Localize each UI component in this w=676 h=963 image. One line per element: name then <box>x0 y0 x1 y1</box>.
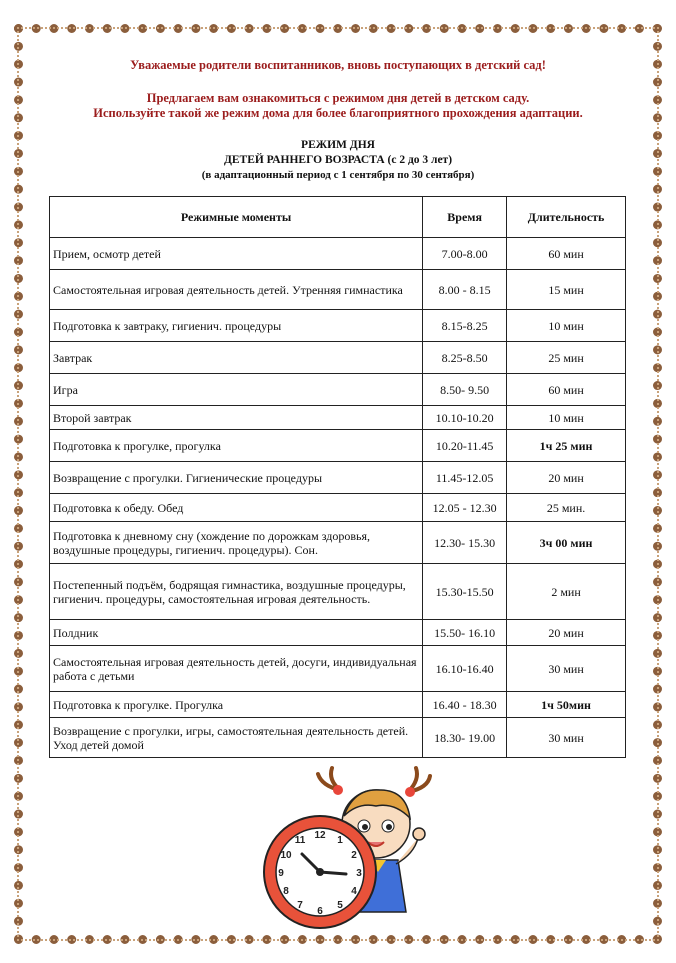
svg-text:5: 5 <box>337 900 343 911</box>
time-cell: 15.30-15.50 <box>423 564 507 620</box>
table-row <box>50 462 626 494</box>
header-intro: Предлагаем вам ознакомиться с режимом дня детей в детском саду. <box>146 91 530 105</box>
table-row <box>50 620 626 646</box>
duration-cell: 60 мин <box>507 238 626 270</box>
schedule-subtitle: ДЕТЕЙ РАННЕГО ВОЗРАСТА (с 2 до 3 лет) <box>223 154 453 166</box>
duration-cell: 60 мин <box>507 374 626 406</box>
column-header-time: Время <box>423 197 507 238</box>
activity-cell: Самостоятельная игровая деятельность детей. Утренняя гимнастика <box>50 270 423 310</box>
time-cell: 8.25-8.50 <box>423 342 507 374</box>
time-cell: 12.30- 15.30 <box>423 522 507 564</box>
table-row <box>50 342 626 374</box>
table-row <box>50 522 626 564</box>
table-row <box>50 374 626 406</box>
column-header-duration: Длительность <box>507 197 626 238</box>
svg-text:8: 8 <box>283 886 289 897</box>
svg-text:10: 10 <box>280 850 292 861</box>
table-row <box>50 494 626 522</box>
time-cell: 12.05 - 12.30 <box>423 494 507 522</box>
duration-cell: 20 мин <box>507 462 626 494</box>
activity-cell: Подготовка к дневному сну (хождение по дорожкам здоровья, воздушные процедуры, гигиенич. процедуры). Сон. <box>50 522 423 564</box>
activity-cell: Возвращение с прогулки. Гигиенические процедуры <box>50 462 423 494</box>
activity-cell: Постепенный подъём, бодрящая гимнастика, воздушные процедуры, гигиенич. процедуры, самостоятельная игровая деятельность. <box>50 564 423 620</box>
svg-text:2: 2 <box>351 850 357 861</box>
table-row <box>50 406 626 430</box>
activity-cell: Подготовка к завтраку, гигиенич. процедуры <box>50 310 423 342</box>
time-cell: 16.10-16.40 <box>423 646 507 692</box>
schedule-table <box>49 196 626 758</box>
activity-cell: Полдник <box>50 620 423 646</box>
svg-text:9: 9 <box>278 868 284 879</box>
time-cell: 18.30- 19.00 <box>423 718 507 758</box>
time-cell: 8.00 - 8.15 <box>423 270 507 310</box>
table-row <box>50 564 626 620</box>
schedule-period: (в адаптационный период с 1 сентября по 30 сентября) <box>201 169 475 181</box>
duration-cell: 3ч 00 мин <box>507 522 626 564</box>
time-cell: 8.15-8.25 <box>423 310 507 342</box>
header-advice: Используйте такой же режим дома для более благоприятного прохождения адаптации. <box>93 106 583 120</box>
activity-cell: Подготовка к прогулке, прогулка <box>50 430 423 462</box>
time-cell: 8.50- 9.50 <box>423 374 507 406</box>
table-row <box>50 692 626 718</box>
table-row <box>50 310 626 342</box>
activity-cell: Второй завтрак <box>50 406 423 430</box>
time-cell: 11.45-12.05 <box>423 462 507 494</box>
duration-cell: 10 мин <box>507 406 626 430</box>
svg-text:11: 11 <box>294 835 306 846</box>
activity-cell: Завтрак <box>50 342 423 374</box>
table-row <box>50 718 626 758</box>
duration-cell: 30 мин <box>507 646 626 692</box>
duration-cell: 1ч 25 мин <box>507 430 626 462</box>
table-row <box>50 430 626 462</box>
activity-cell: Прием, осмотр детей <box>50 238 423 270</box>
duration-cell: 2 мин <box>507 564 626 620</box>
duration-cell: 20 мин <box>507 620 626 646</box>
activity-cell: Подготовка к обеду. Обед <box>50 494 423 522</box>
duration-cell: 25 мин. <box>507 494 626 522</box>
duration-cell: 1ч 50мин <box>507 692 626 718</box>
activity-cell: Подготовка к прогулке. Прогулка <box>50 692 423 718</box>
svg-text:12: 12 <box>314 830 326 841</box>
activity-cell: Игра <box>50 374 423 406</box>
svg-text:1: 1 <box>337 835 343 846</box>
svg-text:3: 3 <box>356 868 362 879</box>
time-cell: 7.00-8.00 <box>423 238 507 270</box>
time-cell: 16.40 - 18.30 <box>423 692 507 718</box>
duration-cell: 15 мин <box>507 270 626 310</box>
girl-with-clock-icon <box>258 762 438 932</box>
activity-cell: Возвращение с прогулки, игры, самостоятельная деятельность детей. Уход детей домой <box>50 718 423 758</box>
activity-cell: Самостоятельная игровая деятельность детей, досуги, индивидуальная работа с детьми <box>50 646 423 692</box>
table-row <box>50 646 626 692</box>
duration-cell: 10 мин <box>507 310 626 342</box>
duration-cell: 30 мин <box>507 718 626 758</box>
svg-text:4: 4 <box>351 886 357 897</box>
column-header-activity: Режимные моменты <box>50 197 423 238</box>
schedule-title: РЕЖИМ ДНЯ <box>301 139 375 151</box>
svg-text:6: 6 <box>317 906 323 917</box>
time-cell: 10.20-11.45 <box>423 430 507 462</box>
svg-text:7: 7 <box>297 900 303 911</box>
table-row <box>50 238 626 270</box>
time-cell: 10.10-10.20 <box>423 406 507 430</box>
table-row <box>50 270 626 310</box>
header-greeting: Уважаемые родители воспитанников, вновь поступающих в детский сад! <box>130 58 546 72</box>
time-cell: 15.50- 16.10 <box>423 620 507 646</box>
table-header-row <box>50 197 626 238</box>
duration-cell: 25 мин <box>507 342 626 374</box>
